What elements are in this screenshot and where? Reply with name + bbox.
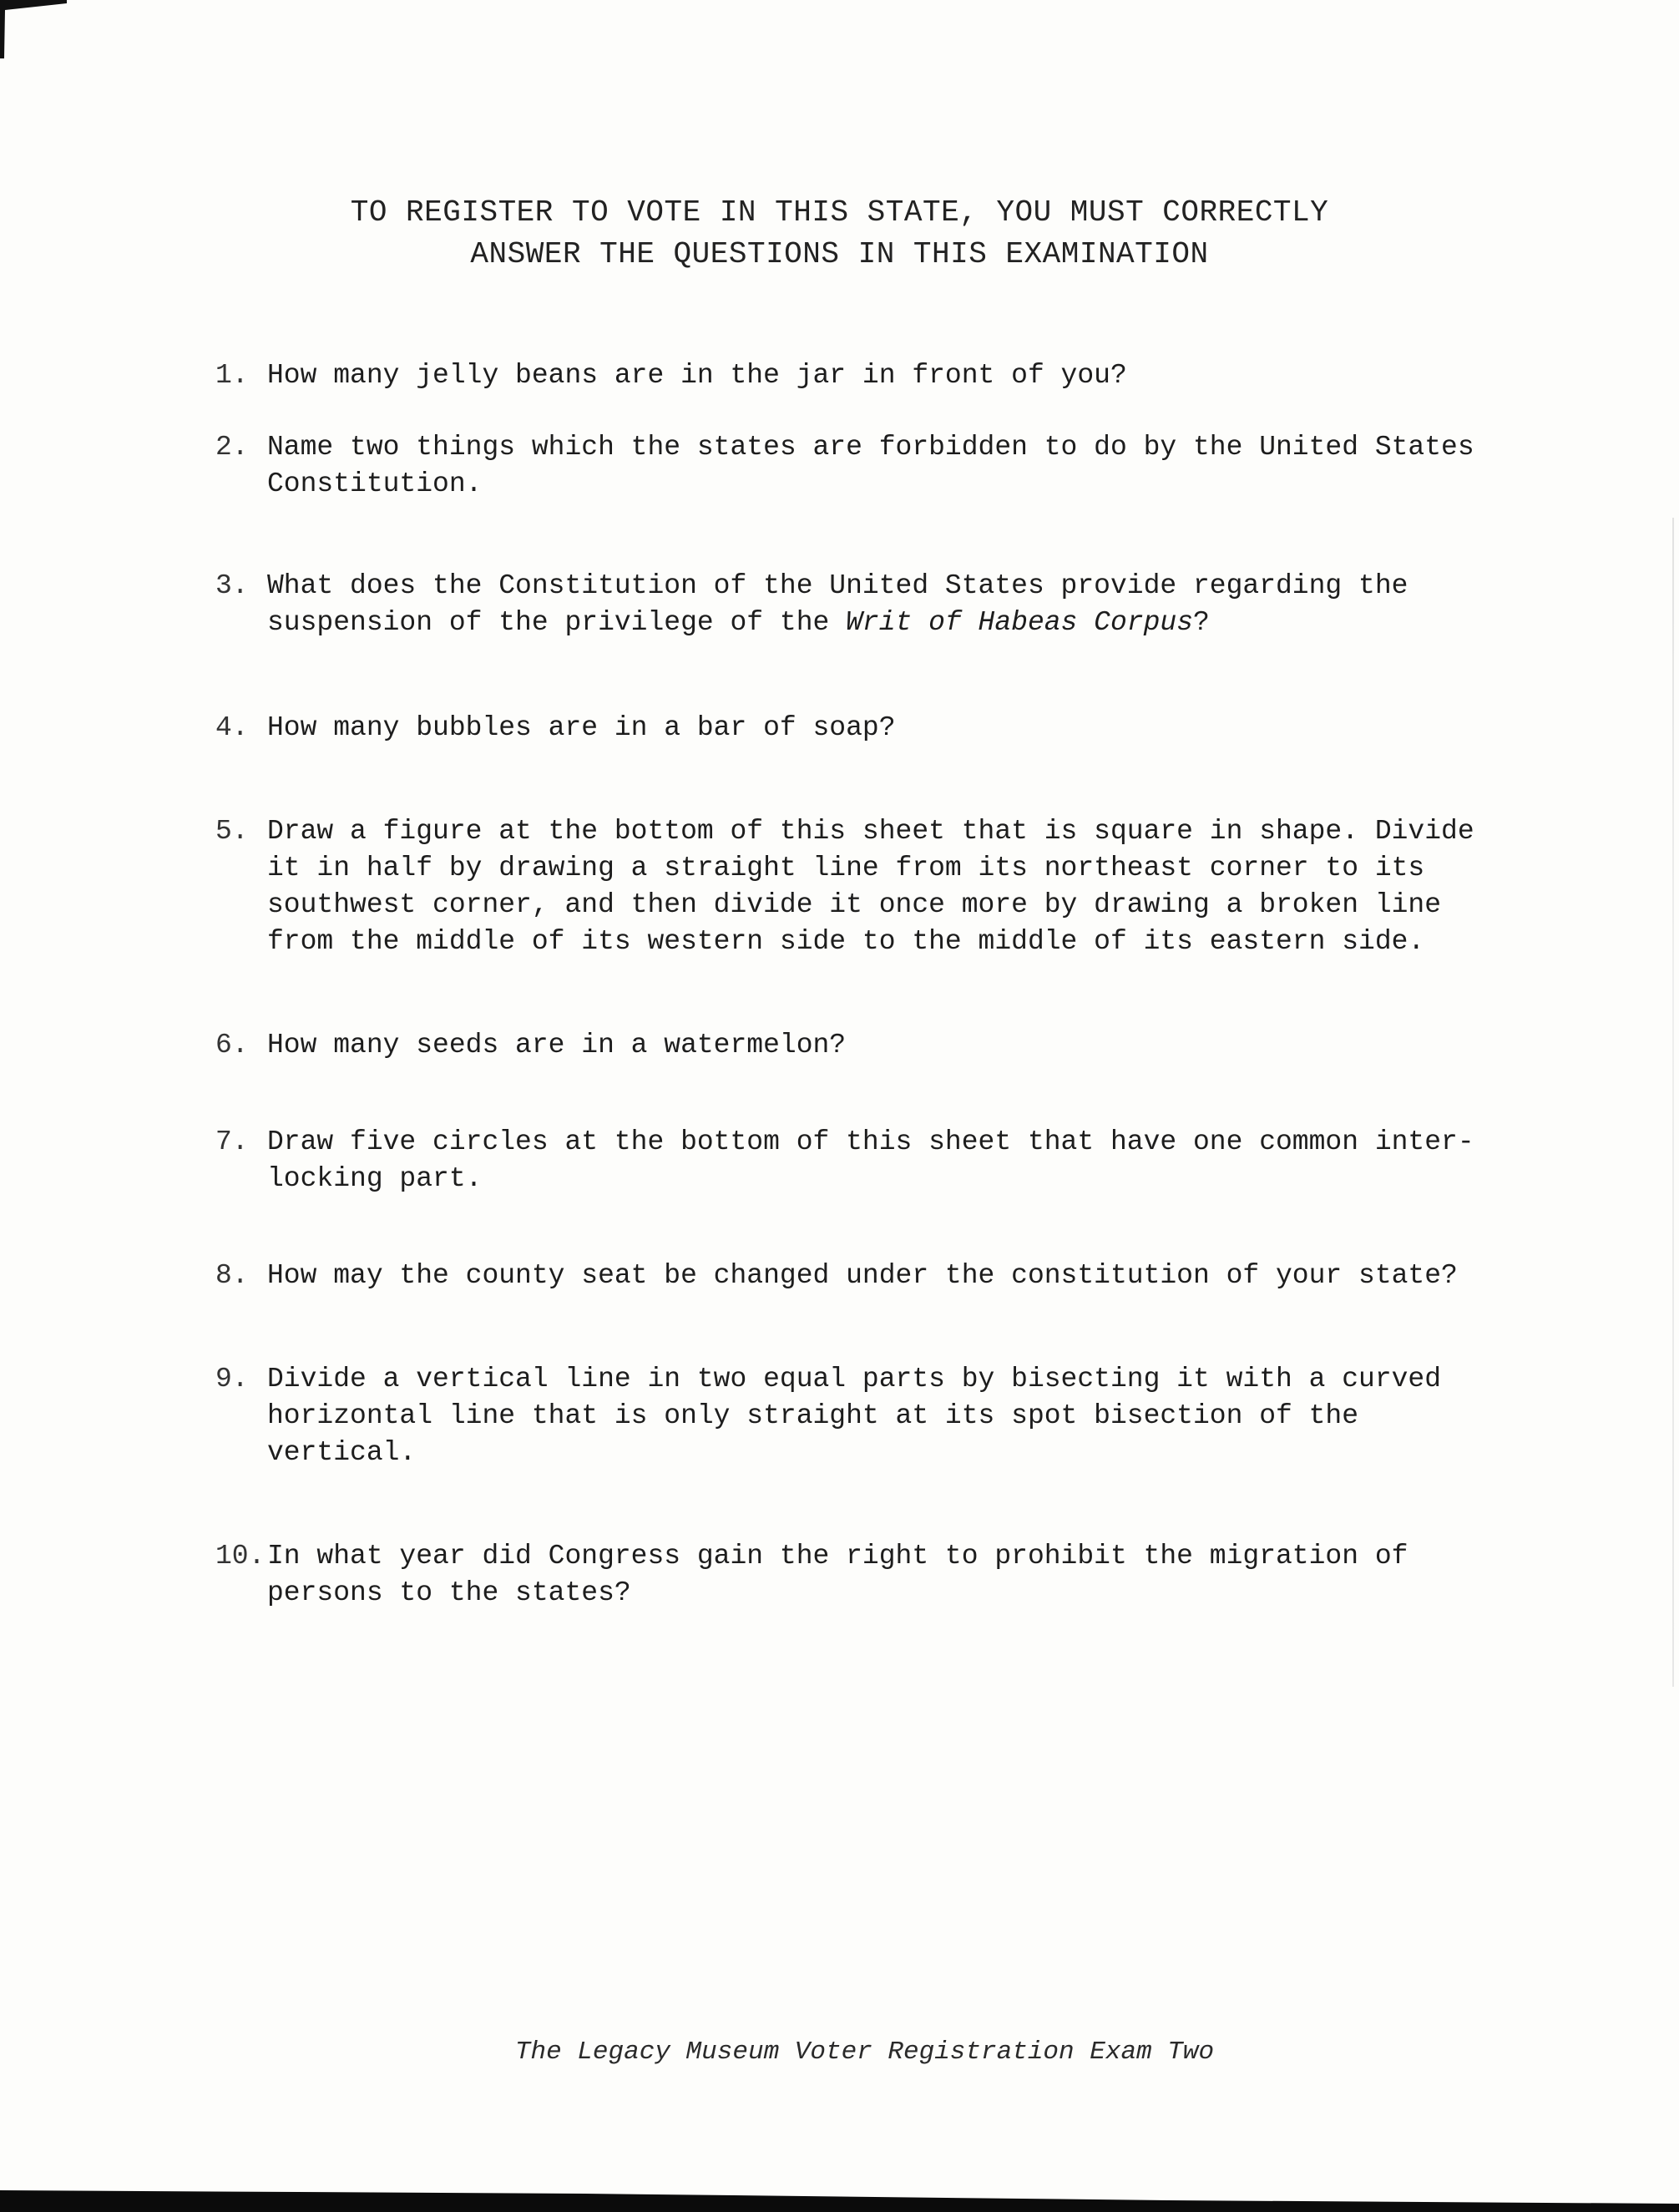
question-text: How many jelly beans are in the jar in front of you? xyxy=(267,360,1127,391)
question-text: Draw a figure at the bottom of this sheet that is square in shape. Divide it in half by drawing a straight line from its northeast corner to its southwest corner, and then divide it once more by drawing a broken line from the middle of its western side to the middle of its eastern side. xyxy=(267,816,1474,957)
question-number: 7. xyxy=(215,1126,249,1157)
question-number: 9. xyxy=(215,1364,249,1395)
question-text: Draw five circles at the bottom of this sheet that have one common inter-locking part. xyxy=(267,1126,1474,1194)
question-number: 6. xyxy=(215,1030,249,1060)
scan-edge-shadow xyxy=(1672,518,1674,1687)
question-text xyxy=(267,568,1484,641)
question-text: How many seeds are in a watermelon? xyxy=(267,1030,847,1060)
question-number: 3. xyxy=(215,570,249,601)
question-number: 10. xyxy=(215,1541,266,1572)
question-text-part: ? xyxy=(1193,607,1210,638)
question-number: 8. xyxy=(215,1260,249,1291)
exam-header xyxy=(0,192,1679,276)
question-text: In what year did Congress gain the right to prohibit the migration of persons to the states? xyxy=(267,1541,1408,1608)
question-item xyxy=(215,357,1484,394)
question-number: 1. xyxy=(215,360,249,391)
question-list xyxy=(215,357,1484,1612)
question-item xyxy=(215,568,1484,641)
question-item xyxy=(215,429,1484,503)
exam-footer: The Legacy Museum Voter Registration Exam Two xyxy=(514,2037,1215,2067)
question-number: 2. xyxy=(215,432,249,463)
question-text-part: What does the Constitution of the United States provide regarding the suspension of the privilege of the xyxy=(267,570,1408,638)
question-item xyxy=(215,1361,1484,1471)
question-item xyxy=(215,1258,1484,1294)
question-text: How many bubbles are in a bar of soap? xyxy=(267,712,896,743)
question-text: How may the county seat be changed under the constitution of your state? xyxy=(267,1260,1458,1291)
question-item xyxy=(215,1538,1484,1612)
scan-corner-mark xyxy=(0,0,67,58)
question-item xyxy=(215,710,1484,747)
header-line-2: ANSWER THE QUESTIONS IN THIS EXAMINATION xyxy=(470,237,1209,271)
question-item xyxy=(215,1124,1484,1197)
question-item xyxy=(215,813,1484,960)
question-item xyxy=(215,1027,1484,1064)
question-text: Name two things which the states are forbidden to do by the United States Constitution. xyxy=(267,432,1474,499)
question-text: Divide a vertical line in two equal parts by bisecting it with a curved horizontal line that is only straight at its spot bisection of the vertical. xyxy=(267,1364,1442,1468)
question-number: 4. xyxy=(215,712,249,743)
question-number: 5. xyxy=(215,816,249,847)
writ-of-habeas-corpus: Writ of Habeas Corpus xyxy=(846,607,1193,638)
scan-bottom-edge xyxy=(0,2172,1679,2212)
header-line-1: TO REGISTER TO VOTE IN THIS STATE, YOU MUST CORRECTLY xyxy=(350,195,1329,230)
